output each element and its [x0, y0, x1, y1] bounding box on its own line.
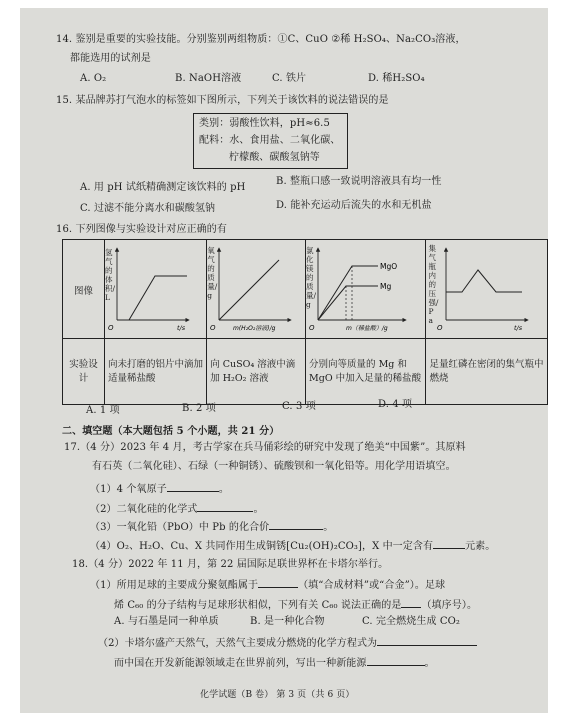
q14-option-a: A. O₂: [80, 73, 107, 84]
q18-part-2-line1: （2）卡塔尔盛产天然气，天然气主要成分燃烧的化学方程式为: [98, 636, 477, 650]
q16-option-b: B. 2 项: [182, 403, 216, 414]
graph-2-oxygen-mass: [207, 240, 294, 334]
graph-1-hydrogen-volume: [105, 240, 195, 334]
q15-option-d: D. 能补充运动后流失的水和无机盐: [276, 200, 432, 211]
q18-part-2-line2: 而中国在开发新能源领域走在世界前列，写出一种新能源 。: [114, 658, 435, 669]
q18-option-a: A. 与石墨是同一种单质: [114, 616, 219, 627]
q15-option-a: A. 用 pH 试纸精确测定该饮料的 pH: [80, 182, 246, 193]
q17-blank-2[interactable]: [197, 502, 253, 512]
graph-2-x-label: m(H₂O₂溶液)/g: [233, 325, 276, 332]
graph-1-x-label: t/s: [177, 324, 186, 332]
graph-3-magnesium-chloride-mass: [306, 240, 412, 334]
graph-2-origin: O: [210, 324, 216, 332]
q18-blank-1[interactable]: [258, 578, 298, 588]
q16-stem: 16. 下列图像与实验设计对应正确的有: [56, 224, 227, 235]
graph-4-x-label: t/s: [514, 324, 523, 332]
q14-option-b: B. NaOH溶液: [175, 73, 242, 84]
graph-3-origin: O: [309, 324, 315, 332]
q15-stem: 15. 某品牌苏打气泡水的标签如下图所示，下列关于该饮料的说法错误的是: [56, 95, 389, 106]
graph-4-y-label: 集气瓶内的压强/Pa: [428, 244, 439, 325]
page-footer: 化学试题（B 卷） 第 3 页（共 6 页）: [200, 690, 355, 700]
graph-3-cell: [306, 240, 426, 339]
q17-part-3: （3）一氧化铅（PbO）中 Pb 的化合价 。: [90, 522, 334, 533]
graph-2-cell: [207, 240, 306, 339]
q18-part-1-line2: 烯 C₆₀ 的分子结构与足球形状相似，下列有关 C₆₀ 说法正确的是 （填序号）。: [114, 600, 478, 611]
q14-stem-line2: 都能选用的试剂是: [70, 53, 151, 64]
design-1-cell: 向未打磨的铝片中滴加适量稀盐酸: [105, 339, 207, 405]
q17-stem-line2: 有石英（二氧化硅）、石绿（一种铜锈）、硫酸钡和一氧化铅等。用化学用语填空。: [92, 461, 456, 472]
q18-option-b: B. 是一种化合物: [250, 616, 325, 627]
graph-4-origin: O: [437, 324, 443, 332]
graph-3-y-label: 氯化镁的质量/g: [306, 246, 317, 309]
q18-blank-2[interactable]: [401, 598, 421, 608]
q18-option-c: C. 完全燃烧生成 CO₂: [362, 616, 460, 627]
q17-part-2: （2）二氧化硅的化学式 。: [90, 504, 264, 515]
q16-graph-table: [62, 239, 548, 405]
design-2-cell: 向 CuSO₄ 溶液中滴加 H₂O₂ 溶液: [207, 339, 306, 405]
q15-label-line3: 柠檬酸、碳酸氢钠等: [229, 152, 320, 163]
q14-stem-line1: 14. 鉴别是重要的实验技能。分别鉴别两组物质：①C、CuO ②稀 H₂SO₄、Na₂CO₃溶液，: [56, 34, 466, 45]
q18-part-1-line1: （1）所用足球的主要成分聚氨酯属于 （填“合成材料”或“合金”）。足球: [90, 580, 446, 591]
graph-4-bottle-pressure: [426, 240, 533, 334]
q14-option-d: D. 稀H₂SO₄: [368, 73, 425, 84]
graph-3-mgo-label: MgO: [380, 262, 398, 271]
graph-1-y-label: 氢气的体积/L: [105, 248, 116, 302]
q16-option-c: C. 3 项: [282, 401, 316, 412]
graph-1-origin: O: [108, 324, 114, 332]
q18-stem: 18.（4 分）2022 年 11 月，第 22 届国际足联世界杯在卡塔尔举行。: [72, 559, 389, 570]
graph-3-x-label: m（稀盐酸）/g: [346, 325, 388, 332]
q15-option-c: C. 过滤不能分离水和碳酸氢钠: [80, 203, 216, 214]
graph-3-mg-label: Mg: [380, 282, 392, 291]
q16-option-a: A. 1 项: [86, 405, 120, 416]
design-4-cell: 足量红磷在密闭的集气瓶中燃烧: [426, 339, 548, 405]
q14-option-c: C. 铁片: [272, 73, 307, 84]
q17-stem-line1: 17.（4 分）2023 年 4 月，考古学家在兵马俑彩绘的研究中发现了绝美“中国紫”。其原料: [64, 442, 466, 453]
q17-blank-4[interactable]: [433, 539, 465, 549]
q18-blank-4[interactable]: [367, 656, 425, 666]
graph-4-cell: [426, 240, 548, 339]
section-2-heading: 二、填空题（本大题包括 5 个小题，共 21 分）: [62, 426, 280, 437]
q16-option-d: D. 4 项: [378, 399, 413, 410]
q15-option-b: B. 整瓶口感一致说明溶液具有均一性: [276, 176, 442, 187]
q18-blank-3[interactable]: [377, 636, 477, 646]
row-header-image: 图像: [63, 240, 105, 339]
graph-1-cell: [105, 240, 207, 339]
design-3-cell: 分别向等质量的 Mg 和 MgO 中加入足量的稀盐酸: [306, 339, 426, 405]
q17-part-1: （1）4 个氧原子 。: [90, 484, 229, 495]
q17-part-4: （4）O₂、H₂O、Cu、X 共同作用生成铜锈[Cu₂(OH)₂CO₃]，X 中一定含有 元素。: [90, 541, 496, 552]
q17-blank-1[interactable]: [167, 482, 219, 492]
q15-label-line1: 类别：弱酸性饮料，pH≈6.5: [199, 118, 330, 129]
q17-blank-3[interactable]: [269, 520, 323, 530]
row-header-design: 实验设计: [63, 339, 105, 405]
graph-2-y-label: 氧气的质量/g: [207, 246, 218, 300]
q15-label-line2: 配料：水、食用盐、二氧化碳、: [199, 135, 341, 146]
